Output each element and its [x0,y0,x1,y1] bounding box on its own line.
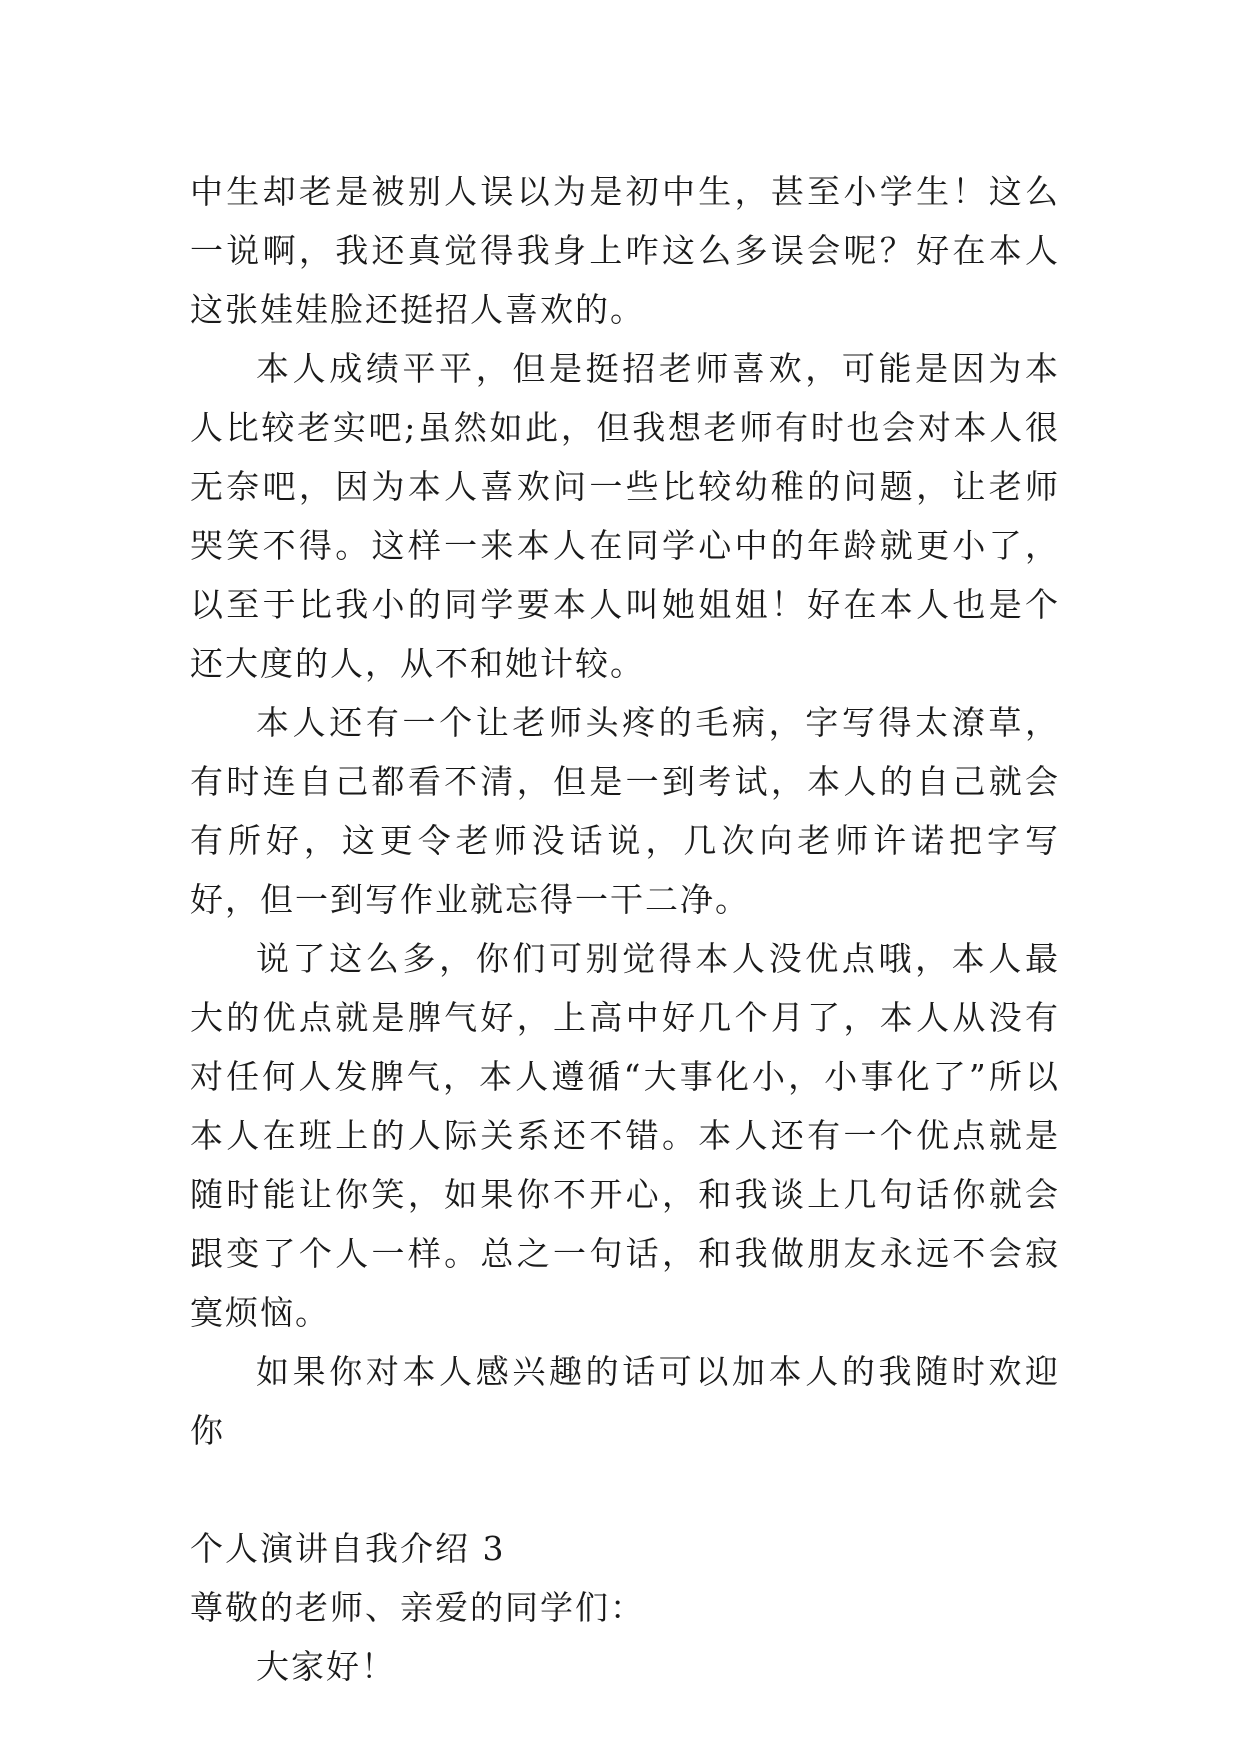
paragraph-strengths: 说了这么多，你们可别觉得本人没优点哦，本人最大的优点就是脾气好，上高中好几个月了，本人从没有对任何人发脾气，本人遵循“大事化小，小事化了”所以本人在班上的人际关系还不错。本人还有一个优点就是随时能让你笑，如果你不开心，和我谈上几句话你就会跟变了个人一样。总之一句话，和我做朋友永远不会寂寞烦恼。 [190,939,1060,1332]
greeting: 大家好！ [256,1647,396,1686]
paragraph-handwriting: 本人还有一个让老师头疼的毛病，字写得太潦草，有时连自己都看不清，但是一到考试，本人的自己就会有所好，这更令老师没话说，几次向老师许诺把字写好，但一到写作业就忘得一干二净。 [190,703,1060,919]
document-body [190,162,1060,1696]
paragraph-continuation: 中生却老是被别人误以为是初中生，甚至小学生！这么一说啊，我还真觉得我身上咋这么多误会呢？好在本人这张娃娃脸还挺招人喜欢的。 [190,172,1060,329]
section-heading: 个人演讲自我介绍 3 [190,1529,506,1568]
paragraph-closing: 如果你对本人感兴趣的话可以加本人的我随时欢迎你 [190,1352,1060,1450]
salutation: 尊敬的老师、亲爱的同学们： [190,1588,645,1627]
paragraph-grades: 本人成绩平平，但是挺招老师喜欢，可能是因为本人比较老实吧;虽然如此，但我想老师有时也会对本人很无奈吧，因为本人喜欢问一些比较幼稚的问题，让老师哭笑不得。这样一来本人在同学心中的年龄就更小了，以至于比我小的同学要本人叫她姐姐！好在本人也是个还大度的人，从不和她计较。 [190,349,1060,683]
